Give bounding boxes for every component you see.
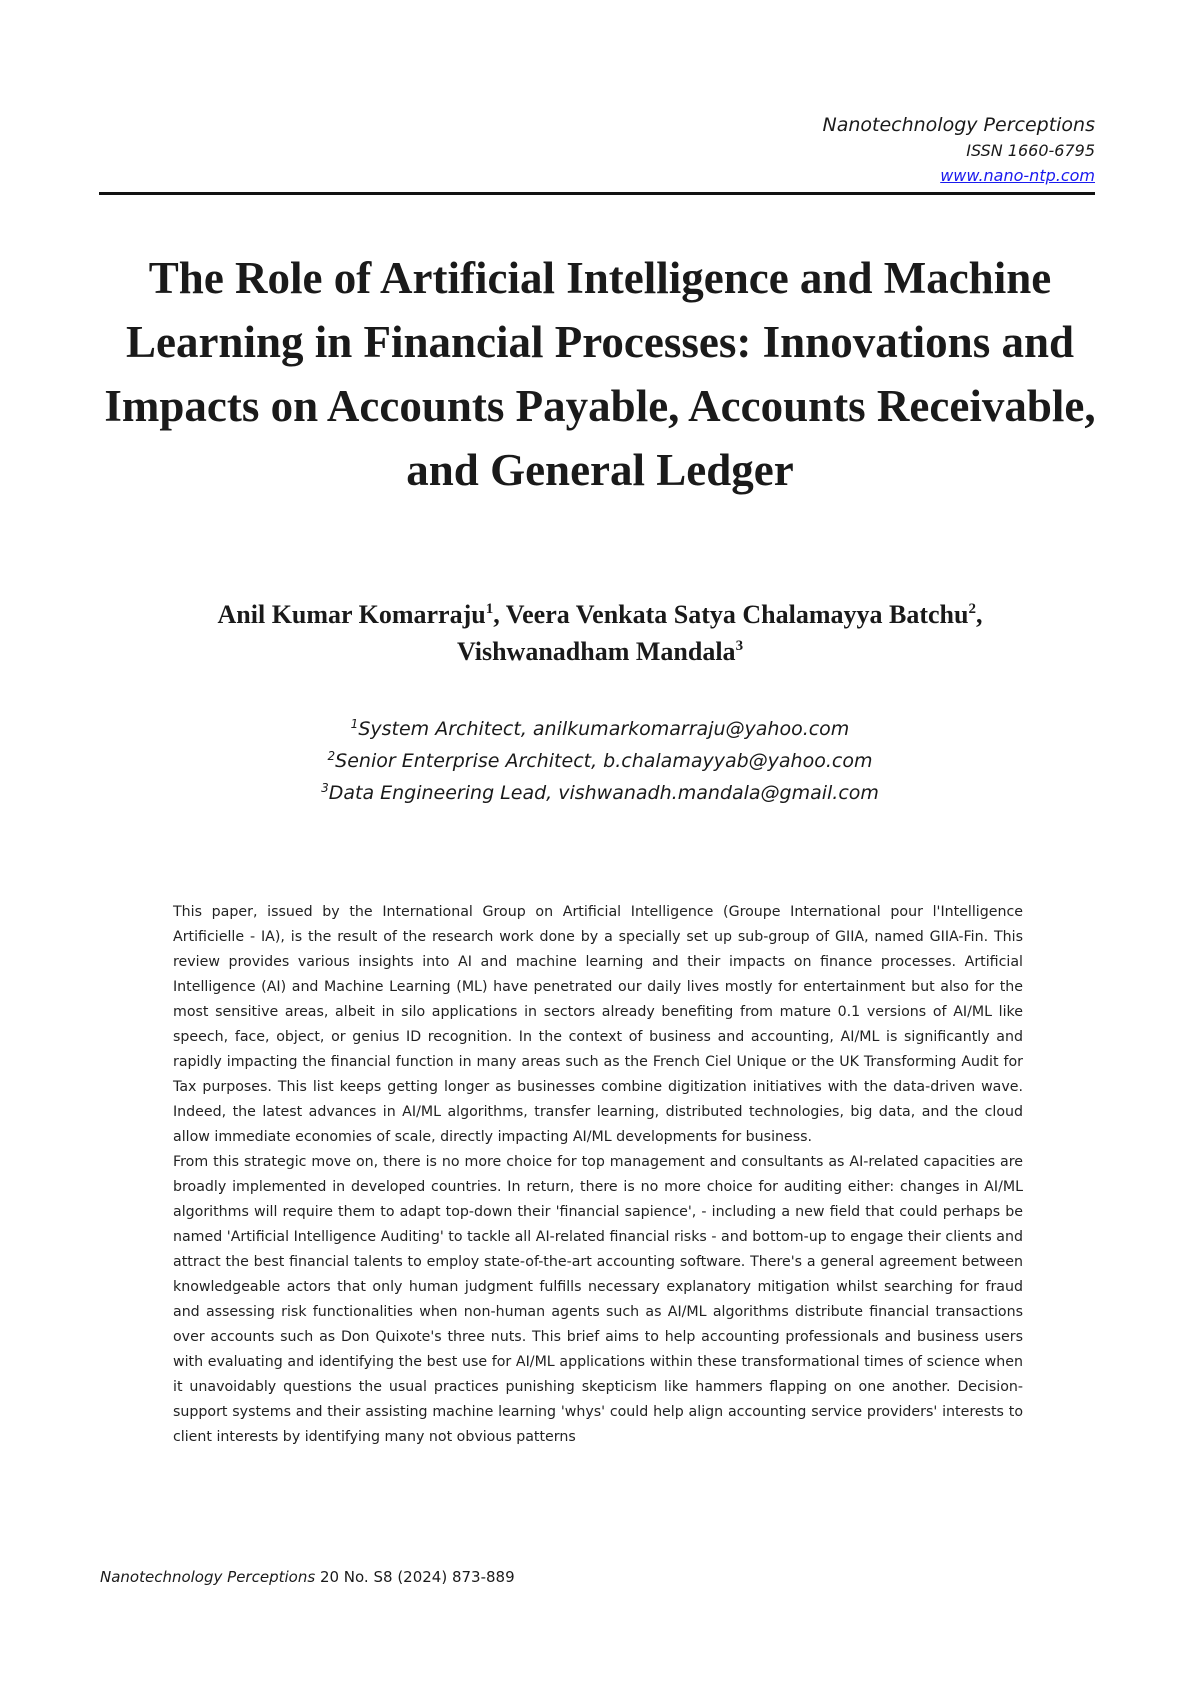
affiliation-text: System Architect, anilkumarkomarraju@yahoo.com: [358, 718, 850, 740]
abstract: [173, 900, 1023, 1450]
author-affiliation-mark: 1: [485, 601, 494, 617]
affiliation-mark: 3: [321, 781, 329, 795]
journal-name: Nanotechnology Perceptions: [822, 114, 1095, 136]
affiliation-line: [100, 713, 1100, 745]
affiliation-list: [100, 713, 1100, 809]
abstract-paragraph: From this strategic move on, there is no more choice for top management and consultants as AI-related capacities are broadly implemented in developed countries. In return, there is no more choice for auditing either: changes in AI/ML algorithms will require them to adapt top-down their 'financial sapience', - including a new field that could perhaps be named 'Artificial Intelligence Auditing' to tackle all AI-related financial risks - and bottom-up to engage their clients and attract the best financial talents to employ state-of-the-art accounting software. There's a general agreement between knowledgeable actors that only human judgment fulfills necessary explanatory mitigation whilst searching for fraud and assessing risk functionalities when non-human agents such as AI/ML algorithms distribute financial transactions over accounts such as Don Quixote's three nuts. This brief aims to help accounting professionals and business users with evaluating and identifying the best use for AI/ML applications within these transformational times of science when it unavoidably questions the usual practices punishing skepticism like hammers flapping on one another. Decision-support systems and their assisting machine learning 'whys' could help align accounting service providers' interests to client interests by identifying many not obvious patterns: [173, 1154, 1023, 1445]
footer-pages: (2024) 873-889: [397, 1568, 515, 1586]
author-separator: ,: [493, 600, 506, 629]
author-affiliation-mark: 3: [735, 638, 744, 654]
author-name: Anil Kumar Komarraju: [217, 600, 486, 629]
affiliation-line: [100, 777, 1100, 809]
author-affiliation-mark: 2: [968, 601, 976, 617]
journal-issn: ISSN 1660-6795: [966, 141, 1095, 160]
journal-header: [822, 113, 1095, 188]
author-name: Vishwanadham Mandala: [456, 637, 736, 666]
footer-journal: Nanotechnology Perceptions: [100, 1568, 316, 1586]
header-divider: [99, 192, 1095, 195]
affiliation-mark: 2: [327, 749, 336, 763]
affiliation-text: Data Engineering Lead, vishwanadh.mandala@gmail.com: [328, 782, 879, 804]
author-separator: ,: [975, 600, 983, 629]
affiliation-line: [100, 745, 1100, 777]
affiliation-mark: 1: [350, 717, 359, 731]
footer-volume: 20 No. S8: [319, 1568, 393, 1586]
paper-title: The Role of Artificial Intelligence and Machine Learning in Financial Processes: Innovations and Impacts on Accounts Payable, Accounts Receivable, and General Ledger: [104, 253, 1096, 495]
abstract-paragraph: This paper, issued by the International Group on Artificial Intelligence (Groupe International pour l'Intelligence Artificielle - IA), is the result of the research work done by a specially set up sub-group of GIIA, named GIIA-Fin. This review provides various insights into AI and machine learning and their impacts on finance processes. Artificial Intelligence (AI) and Machine Learning (ML) have penetrated our daily lives mostly for entertainment but also for the most sensitive areas, albeit in silo applications in sectors already benefiting from mature 0.1 versions of AI/ML like speech, face, object, or genius ID recognition. In the context of business and accounting, AI/ML is significantly and rapidly impacting the financial function in many areas such as the French Ciel Unique or the UK Transforming Audit for Tax purposes. This list keeps getting longer as businesses combine digitization initiatives with the data-driven wave. Indeed, the latest advances in AI/ML algorithms, transfer learning, distributed technologies, big data, and the cloud allow immediate economies of scale, directly impacting AI/ML developments for business.: [173, 904, 1023, 1145]
author-list: [60, 596, 1140, 670]
page-footer: [100, 1568, 515, 1586]
journal-url-link[interactable]: www.nano-ntp.com: [940, 166, 1095, 185]
affiliation-text: Senior Enterprise Architect, b.chalamayyab@yahoo.com: [335, 750, 873, 772]
author-name: Veera Venkata Satya Chalamayya Batchu: [505, 600, 969, 629]
